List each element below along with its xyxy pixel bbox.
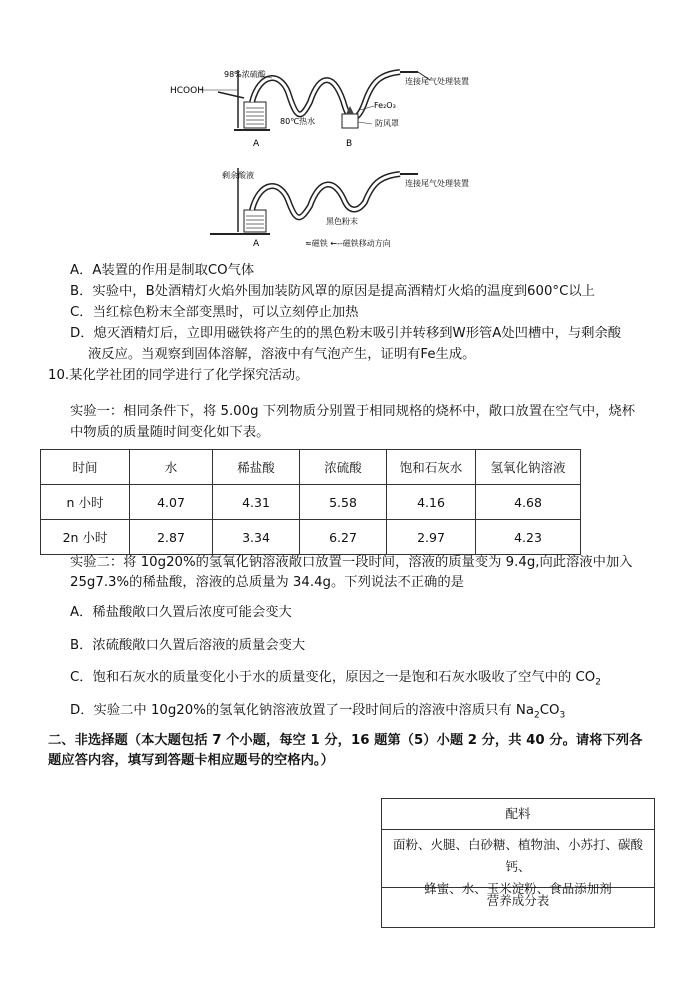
exp1-line-1: 实验一：相同条件下，将 5.00g 下列物质分别置于相同规格的烧杯中，敞口放置在空气中，烧杯 (70, 404, 636, 419)
q10-option-d-text: D．实验二中 10g20%的氢氧化钠溶液放置了一段时间后的溶液中溶质只有 Na (70, 703, 535, 718)
table-cell: 3.34 (213, 520, 300, 555)
q10-title: 10.某化学社团的同学进行了化学探究活动。 (48, 368, 309, 383)
q10-option-d-end: CO (539, 703, 560, 718)
q9-option-c: C．当红棕色粉末全部变黑时，可以立刻停止加热 (70, 305, 359, 320)
leftover-label: 剩余酸液 (222, 171, 254, 180)
q9-option-d: D．熄灭酒精灯后，立即用磁铁将产生的的黑色粉末吸引并转移到W形管A处凹槽中，与剩余酸 (70, 326, 622, 341)
table-cell: n 小时 (41, 485, 130, 520)
ingredients-box (381, 798, 655, 928)
q10-option-d-sub2: 3 (559, 710, 566, 721)
q10-option-d (70, 702, 565, 725)
exhaust-label-2: 连接尾气处理装置 (405, 179, 469, 188)
table-cell: 2.87 (130, 520, 213, 555)
label-b: B (346, 139, 353, 149)
table-cell: 4.68 (476, 485, 581, 520)
exhaust-label: 连接尾气处理装置 (405, 77, 469, 86)
acid-label: 98%浓硫酸 (224, 70, 266, 79)
apparatus-diagram-1 (160, 62, 540, 152)
section2-line-1: 二、非选择题（本大题包括 7 个小题，每空 1 分，16 题第（5）小题 2 分，共 40 分。请将下列各 (48, 733, 643, 748)
q10-option-d-sub: 2 (534, 710, 540, 721)
table-row (41, 520, 581, 555)
header-hcl: 稀盐酸 (213, 450, 300, 485)
q10-option-c (70, 669, 601, 692)
header-limewater: 饱和石灰水 (387, 450, 476, 485)
table-header-row (41, 450, 581, 485)
black-powder-label: 黑色粉末 (326, 217, 358, 226)
ingredients-list (382, 830, 654, 896)
ingredients-line-1: 面粉、火腿、白砂糖、植物油、小苏打、碳酸钙、 (392, 837, 643, 874)
section2-line-2: 题应答内容，填写到答题卡相应题号的空格内。） (48, 753, 334, 768)
table-cell: 2n 小时 (41, 520, 130, 555)
table-cell: 4.07 (130, 485, 213, 520)
table-cell: 4.23 (476, 520, 581, 555)
exp1-line-2: 中物质的质量随时间变化如下表。 (70, 425, 270, 440)
legend-label: ≈磁铁 ←--磁铁移动方向 (305, 239, 391, 248)
fe2o3-label: Fe₂O₃ (374, 101, 396, 110)
mass-table (40, 449, 581, 555)
header-h2so4: 浓硫酸 (300, 450, 387, 485)
header-naoh: 氢氧化钠溶液 (476, 450, 581, 485)
header-time: 时间 (41, 450, 130, 485)
q9-option-b: B．实验中，B处酒精灯火焰外围加装防风罩的原因是提高酒精灯火焰的温度到600°C以上 (70, 284, 595, 299)
table-cell: 2.97 (387, 520, 476, 555)
table-cell: 4.16 (387, 485, 476, 520)
q9-option-d-cont: 液反应。当观察到固体溶解，溶液中有气泡产生，证明有Fe生成。 (88, 347, 476, 362)
table-cell: 4.31 (213, 485, 300, 520)
header-water: 水 (130, 450, 213, 485)
exp2-line-2: 25g7.3%的稀盐酸，溶液的总质量为 34.4g。下列说法不正确的是 (70, 575, 464, 590)
q9-option-a: A．A装置的作用是制取CO气体 (70, 263, 255, 278)
q10-option-b: B．浓硫酸敞口久置后溶液的质量会变大 (70, 638, 306, 653)
ingredients-title: 配料 (382, 799, 654, 830)
ingredients-line-2: 蜂蜜、水、玉米淀粉、食品添加剂 (424, 881, 612, 896)
nutrition-title: 营养成分表 (486, 893, 550, 908)
table-cell: 5.58 (300, 485, 387, 520)
apparatus-diagram-2 (160, 162, 540, 252)
windshield-label: 防风罩 (375, 119, 399, 128)
table-cell: 6.27 (300, 520, 387, 555)
q10-option-a: A．稀盐酸敞口久置后浓度可能会变大 (70, 605, 292, 620)
exp2-line-1: 实验二：将 10g20%的氢氧化钠溶液敞口放置一段时间，溶液的质量变为 9.4g,向此溶液中加入 (70, 555, 633, 570)
hcooh-label: HCOOH (170, 86, 204, 96)
q10-option-c-sub: 2 (595, 677, 601, 688)
label-a-2: A (253, 239, 260, 249)
water-label: 80℃热水 (280, 117, 316, 126)
label-a: A (253, 139, 260, 149)
q10-option-c-text: C．饱和石灰水的质量变化小于水的质量变化，原因之一是饱和石灰水吸收了空气中的 CO (70, 670, 596, 685)
table-row (41, 485, 581, 520)
